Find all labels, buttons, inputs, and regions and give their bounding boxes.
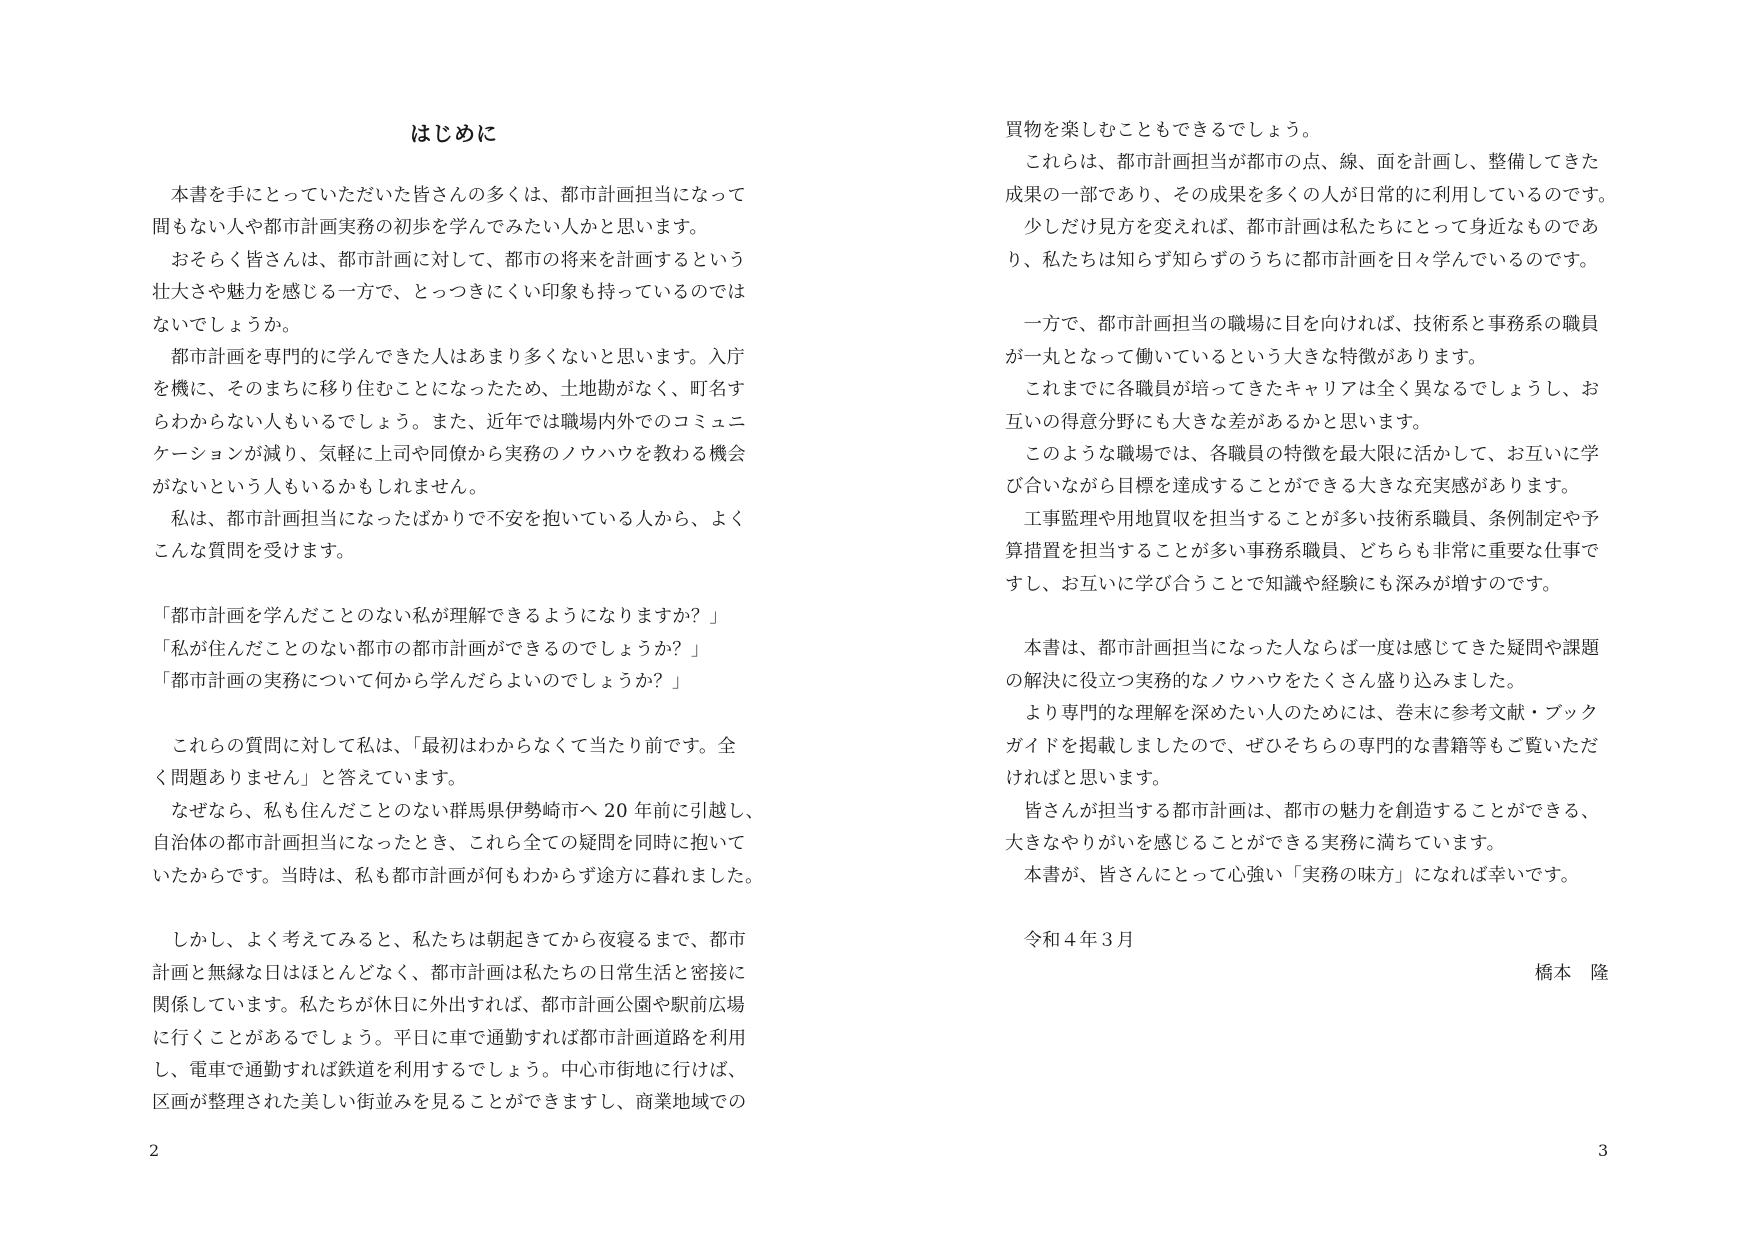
text-line: が一丸となって働いているという大きな特徴があります。 [1005, 346, 1487, 368]
paragraph-gap [1005, 277, 1609, 309]
text-line: 区画が整理された美しい街並みを見ることができますし、商業地域での [152, 1092, 747, 1114]
text-line: 壮大さや魅力を感じる一方で、とっつきにくい印象も持っているのでは [152, 282, 746, 304]
text-line: 算措置を担当することが多い事務系職員、どちらも非常に重要な仕事で [1005, 541, 1600, 563]
text-line: 都市計画を専門的に学んできた人はあまり多くないと思います。入庁 [152, 347, 746, 369]
text-line: 間もない人や都市計画実務の初歩を学んでみたい人かと思います。 [152, 217, 708, 239]
paragraph-gap [1005, 601, 1609, 633]
text-line: ければと思います。 [1005, 768, 1171, 790]
text-line: 計画と無縁な日はほとんどなく、都市計画は私たちの日常生活と密接に [152, 962, 747, 984]
text-line: 本書が、皆さんにとって心強い「実務の味方」になれば幸いです。 [1005, 865, 1580, 887]
text-line: こんな質問を受けます。 [152, 541, 355, 563]
text-line: 本書は、都市計画担当になった人ならば一度は感じてきた疑問や課題 [1005, 638, 1600, 660]
text-line: 私は、都市計画担当になったばかりで不安を抱いている人から、よく [152, 509, 747, 531]
paragraph-gap [152, 893, 756, 925]
text-line: なぜなら、私も住んだことのない群馬県伊勢崎市へ 20 年前に引越し、 [152, 800, 765, 822]
text-line: 買物を楽しむこともできるでしょう。 [1005, 120, 1321, 141]
text-line: 大きなやりがいを感じることができる実務に満ちています。 [1005, 832, 1506, 854]
text-line: 自治体の都市計画担当になったとき、これら全ての疑問を同時に抱いて [152, 833, 746, 855]
text-line: 互いの得意分野にも大きな差があるかと思います。 [1005, 411, 1431, 433]
quote-line: 「都市計画の実務について何から学んだらよいのでしょうか？」 [152, 671, 691, 693]
text-line: これらの質問に対して私は、「最初はわからなくて当たり前です。全 [152, 735, 736, 757]
text-line: このような職場では、各職員の特徴を最大限に活かして、お互いに学 [1005, 444, 1600, 466]
left-page-text [152, 180, 765, 1120]
date-line: 令和４年３月 [1005, 930, 1136, 952]
page-number-right: 3 [1598, 1141, 1609, 1160]
text-line: がないという人もいるかもしれません。 [152, 476, 488, 498]
text-line: らわからない人もいるでしょう。また、近年では職場内外でのコミュニ [152, 411, 747, 433]
quote-line: 「都市計画を学んだことのない私が理解できるようになりますか？」 [152, 606, 729, 628]
text-line: り、私たちは知らず知らずのうちに都市計画を日々学んでいるのです。 [1005, 249, 1599, 271]
text-line: ないでしょうか。 [152, 314, 301, 336]
text-line: を機に、そのまちに移り住むことになったため、土地勘がなく、町名す [152, 379, 746, 401]
text-line: 一方で、都市計画担当の職場に目を向ければ、技術系と事務系の職員 [1005, 314, 1600, 336]
text-line: ガイドを掲載しましたので、ぜひそちらの専門的な書籍等もご覧いただ [1005, 735, 1599, 757]
text-line: く問題ありません」と答えています。 [152, 768, 467, 790]
text-line: し、電車で通勤すれば鉄道を利用するでしょう。中心市街地に行けば、 [152, 1059, 747, 1081]
text-line: これまでに各職員が培ってきたキャリアは全く異なるでしょうし、お [1005, 379, 1600, 401]
text-line: に行くことがあるでしょう。平日に車で通勤すれば都市計画道路を利用 [152, 1027, 747, 1049]
quote-line: 「私が住んだことのない都市の都市計画ができるのでしょうか？」 [152, 638, 710, 660]
text-line: しかし、よく考えてみると、私たちは朝起きてから夜寝るまで、都市 [152, 930, 747, 952]
text-line: び合いながら目標を達成することができる大きな充実感があります。 [1005, 476, 1580, 498]
text-line: 少しだけ見方を変えれば、都市計画は私たちにとって身近なものであ [1005, 217, 1600, 239]
text-line: の解決に役立つ実務的なノウハウをたくさん盛り込みました。 [1005, 670, 1526, 692]
text-line: 工事監理や用地買収を担当することが多い技術系職員、条例制定や予 [1005, 508, 1600, 530]
text-line: これらは、都市計画担当が都市の点、線、面を計画し、整備してきた [1005, 152, 1600, 174]
page-number-left: 2 [149, 1141, 160, 1160]
text-line: いたからです。当時は、私も都市計画が何もわからず途方に暮れました。 [152, 865, 764, 887]
text-line: 本書を手にとっていただいた皆さんの多くは、都市計画担当になって [152, 185, 747, 206]
right-page-text [1005, 115, 1617, 990]
text-line: 関係しています。私たちが休日に外出すれば、都市計画公園や駅前広場 [152, 995, 746, 1017]
author-signature: 橋本 隆 [1534, 962, 1609, 984]
text-line: おそらく皆さんは、都市計画に対して、都市の将来を計画するという [152, 249, 747, 271]
text-line: 成果の一部であり、その成果を多くの人が日常的に利用しているのです。 [1005, 184, 1617, 206]
text-line: より専門的な理解を深めたい人のためには、巻末に参考文献・ブック [1005, 703, 1599, 725]
text-line: 皆さんが担当する都市計画は、都市の魅力を創造することができる、 [1005, 800, 1600, 822]
paragraph-gap [152, 569, 756, 601]
paragraph-gap [1005, 893, 1609, 925]
text-line: すし、お互いに学び合うことで知識や経験にも深みが増すのです。 [1005, 573, 1561, 595]
section-title: はじめに [410, 122, 498, 146]
paragraph-gap [152, 698, 756, 730]
text-line: ケーションが減り、気軽に上司や同僚から実務のノウハウを教わる機会 [152, 444, 746, 466]
